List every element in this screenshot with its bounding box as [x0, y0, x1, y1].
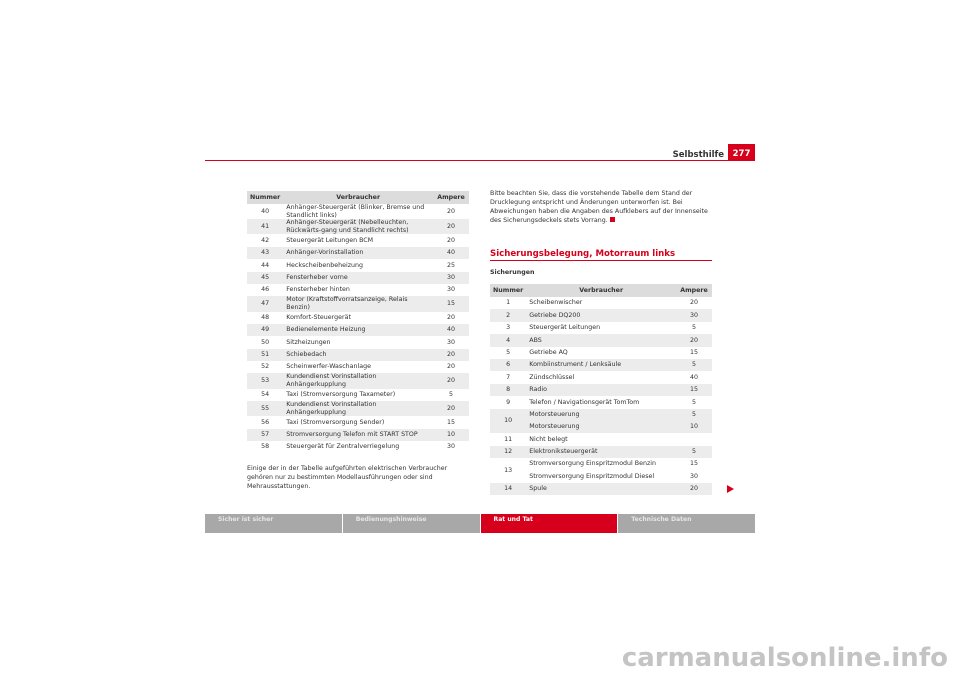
fuse-ampere	[676, 433, 712, 445]
fuse-consumer: Steuergerät für Zentralverriegelung	[286, 443, 400, 451]
intro-text	[490, 189, 715, 225]
fuse-ampere: 40	[433, 324, 469, 336]
table-row	[247, 272, 469, 284]
footer-nav	[205, 514, 755, 533]
fuse-consumer: Getriebe DQ200	[526, 309, 676, 321]
fuse-ampere: 5	[448, 391, 453, 399]
fuse-consumer: Radio	[526, 384, 676, 396]
fuse-consumer: Heckscheibenbeheizung	[286, 261, 363, 269]
fuse-number: 5	[506, 348, 511, 356]
fuse-number: 8	[490, 384, 526, 396]
section-rule	[490, 260, 712, 261]
fuse-ampere: 5	[676, 446, 712, 458]
fuse-consumer: Spule	[526, 483, 676, 495]
fuse-consumer: Kombiinstrument / Lenksäule	[526, 359, 676, 371]
fuse-ampere: 30	[446, 286, 455, 294]
fuse-consumer: Komfort-Steuergerät	[286, 313, 351, 321]
fuse-consumer: Elektroniksteuergerät	[526, 446, 676, 458]
fuse-number: 47	[247, 296, 283, 311]
fuse-ampere: 30	[689, 472, 698, 480]
fuse-ampere: 15	[446, 418, 455, 426]
fuse-consumer: Motorsteuerung	[526, 421, 676, 433]
fuse-ampere: 20	[676, 334, 712, 346]
fuse-consumer: Telefon / Navigationsgerät TomTom	[529, 398, 640, 406]
fuse-number: 46	[261, 286, 270, 294]
table-row	[490, 297, 712, 309]
table-row	[247, 416, 469, 428]
table-row	[247, 247, 469, 259]
fuse-number: 40	[261, 207, 270, 215]
fuse-table-right	[490, 284, 712, 495]
fuse-ampere: 15	[689, 348, 698, 356]
section-title: Sicherungsbelegung, Motorraum links	[490, 249, 676, 259]
column-header-consumer: Verbraucher	[526, 284, 676, 297]
fuse-number: 44	[261, 261, 270, 269]
fuse-number: 12	[490, 446, 526, 458]
fuse-number: 3	[506, 324, 511, 332]
fuse-number: 1	[506, 299, 511, 307]
fuse-ampere: 5	[691, 398, 696, 406]
table-row	[247, 336, 469, 348]
table-row	[247, 429, 469, 441]
table-row	[490, 384, 712, 396]
fuse-ampere: 10	[676, 421, 712, 433]
fuse-number: 52	[261, 363, 270, 371]
fuse-consumer: Nicht belegt	[529, 435, 568, 443]
table-row	[490, 322, 712, 334]
fuse-number: 58	[261, 443, 270, 451]
table-row	[490, 347, 712, 359]
fuse-ampere: 30	[446, 443, 455, 451]
table-row	[247, 284, 469, 296]
fuse-table-right-body	[490, 297, 712, 495]
table-row	[490, 446, 712, 458]
fuse-ampere: 20	[676, 483, 712, 495]
fuse-ampere: 25	[446, 261, 455, 269]
column-header-number: Nummer	[490, 284, 526, 297]
model-note: Einige der in der Tabelle aufgeführten elektrischen Verbraucher gehören nur zu bestimmten Modellausführungen oder sind Mehrausstattungen.	[247, 465, 448, 490]
column-header-ampere: Ampere	[676, 284, 712, 297]
fuse-number: 9	[506, 398, 511, 406]
fuse-consumer: Zündschlüssel	[529, 373, 575, 381]
fuse-number: 10	[490, 409, 526, 434]
fuse-number: 2	[490, 309, 526, 321]
fuse-ampere: 30	[676, 309, 712, 321]
fuse-ampere: 20	[433, 401, 469, 416]
fuse-ampere: 20	[446, 363, 455, 371]
fuse-ampere: 5	[676, 359, 712, 371]
fuse-consumer: Scheinwerfer-Waschanlage	[286, 363, 371, 371]
fuse-consumer: ABS	[526, 334, 676, 346]
fuse-consumer: Sitzheizungen	[286, 338, 331, 346]
watermark: carmanualsonline.info	[621, 643, 948, 673]
fuse-consumer: Motor (Kraftstoffvorratsanzeige, Relais Benzin)	[283, 296, 433, 311]
fuse-number: 53	[247, 373, 283, 388]
page-number: 277	[728, 144, 755, 160]
table-row	[247, 401, 469, 416]
fuse-consumer: Kundendienst Vorinstallation Anhängerkupplung	[283, 373, 433, 388]
fuse-number: 56	[261, 418, 270, 426]
fuse-consumer: Stromversorgung Einspritzmodul Benzin	[529, 460, 657, 468]
fuse-number: 7	[506, 373, 511, 381]
fuse-number: 11	[504, 435, 513, 443]
table-row	[247, 204, 469, 219]
fuse-consumer: Stromversorgung Einspritzmodul Diesel	[529, 472, 655, 480]
fuse-ampere: 20	[433, 349, 469, 361]
fuse-number: 54	[261, 391, 270, 399]
table-row	[490, 483, 712, 495]
fuse-number: 55	[247, 401, 283, 416]
fuse-consumer: Anhänger-Vorinstallation	[283, 247, 433, 259]
table-row	[247, 373, 469, 388]
fuse-ampere: 20	[446, 313, 455, 321]
table-row	[490, 433, 712, 445]
fuse-consumer: Kundendienst Vorinstallation Anhängerkupplung	[283, 401, 433, 416]
column-header-consumer: Verbraucher	[283, 191, 433, 204]
fuse-consumer: Anhänger-Steuergerät (Blinker, Bremse und Standlicht links)	[286, 204, 425, 219]
fuse-consumer: Scheibenwischer	[529, 299, 583, 307]
table-row	[247, 441, 469, 453]
table-row	[247, 234, 469, 246]
table-row	[490, 334, 712, 346]
fuse-ampere: 10	[433, 429, 469, 441]
fuse-number: 43	[247, 247, 283, 259]
fuse-ampere: 15	[689, 460, 698, 468]
footer-tab-technische-daten[interactable]: Technische Daten	[618, 514, 755, 533]
fuse-number: 48	[261, 313, 270, 321]
column-header-number: Nummer	[247, 191, 283, 204]
footer-tab-bedienungshinweise[interactable]: Bedienungshinweise	[343, 514, 480, 533]
fuse-consumer: Taxi (Stromversorgung Taxameter)	[286, 391, 396, 399]
fuse-ampere: 15	[676, 384, 712, 396]
red-square-icon	[610, 217, 615, 222]
fuse-ampere: 30	[433, 272, 469, 284]
header-rule	[205, 160, 755, 161]
fuse-consumer: Schiebedach	[283, 349, 433, 361]
table-row	[247, 296, 469, 311]
fuse-ampere: 5	[691, 324, 696, 332]
intro-text-content: Bitte beachten Sie, dass die vorstehende Tabelle dem Stand der Drucklegung entspricht und Änderungen unterworfen ist. Bei Abweichungen haben die Angaben des Aufklebers auf der Innenseite des Sicherungsdeckels stets Vorrang.	[490, 190, 708, 224]
fuse-consumer: Anhänger-Steuergerät (Nebelleuchten, Rückwärts-gang und Standlicht rechts)	[283, 219, 433, 234]
fuse-consumer: Taxi (Stromversorgung Sender)	[286, 418, 385, 426]
fuse-ampere: 30	[446, 338, 455, 346]
fuse-consumer: Stromversorgung Telefon mit START STOP	[283, 429, 433, 441]
fuse-number: 51	[247, 349, 283, 361]
table-row	[490, 359, 712, 371]
fuse-ampere: 20	[433, 219, 469, 234]
fuse-number: 45	[247, 272, 283, 284]
fuse-table-left	[247, 191, 469, 453]
fuse-consumer: Steuergerät Leitungen	[529, 324, 601, 332]
fuse-number: 14	[490, 483, 526, 495]
fuse-number: 57	[247, 429, 283, 441]
fuse-number: 42	[261, 236, 270, 244]
fuse-ampere: 20	[446, 236, 455, 244]
fuse-number: 4	[490, 334, 526, 346]
fuse-number: 41	[247, 219, 283, 234]
table-row	[247, 324, 469, 336]
fuse-number: 13	[504, 466, 513, 474]
table-row	[247, 219, 469, 234]
red-arrow-right-icon[interactable]	[727, 485, 734, 493]
fuse-ampere: 20	[689, 299, 698, 307]
fuse-ampere: 20	[433, 373, 469, 388]
fuse-ampere: 5	[676, 409, 712, 421]
fuse-ampere: 40	[433, 247, 469, 259]
fuse-ampere: 20	[446, 207, 455, 215]
fuse-consumer: Fensterheber vorne	[283, 272, 433, 284]
table-row	[247, 259, 469, 271]
page-section-title: Selbsthilfe	[672, 150, 724, 160]
table-row	[247, 349, 469, 361]
table-row	[247, 312, 469, 324]
fuse-number: 49	[247, 324, 283, 336]
table-row	[490, 371, 712, 383]
table-row	[490, 409, 712, 421]
subheading: Sicherungen	[490, 269, 535, 276]
fuse-consumer: Motorsteuerung	[526, 409, 676, 421]
fuse-consumer: Bedienelemente Heizung	[283, 324, 433, 336]
fuse-number: 50	[261, 338, 270, 346]
table-row	[490, 458, 712, 470]
table-row	[247, 389, 469, 401]
fuse-consumer: Steuergerät Leitungen BCM	[286, 236, 374, 244]
table-row	[490, 309, 712, 321]
fuse-ampere: 15	[433, 296, 469, 311]
fuse-number: 6	[490, 359, 526, 371]
column-header-ampere: Ampere	[433, 191, 469, 204]
fuse-ampere: 40	[689, 373, 698, 381]
footer-tab-sicher-ist-sicher[interactable]: Sicher ist sicher	[205, 514, 342, 533]
footer-tab-rat-und-tat[interactable]: Rat und Tat	[481, 514, 618, 533]
fuse-table-left-body	[247, 204, 469, 453]
fuse-consumer: Getriebe AQ	[529, 348, 568, 356]
table-row	[247, 361, 469, 373]
fuse-consumer: Fensterheber hinten	[286, 286, 350, 294]
table-row	[490, 396, 712, 408]
